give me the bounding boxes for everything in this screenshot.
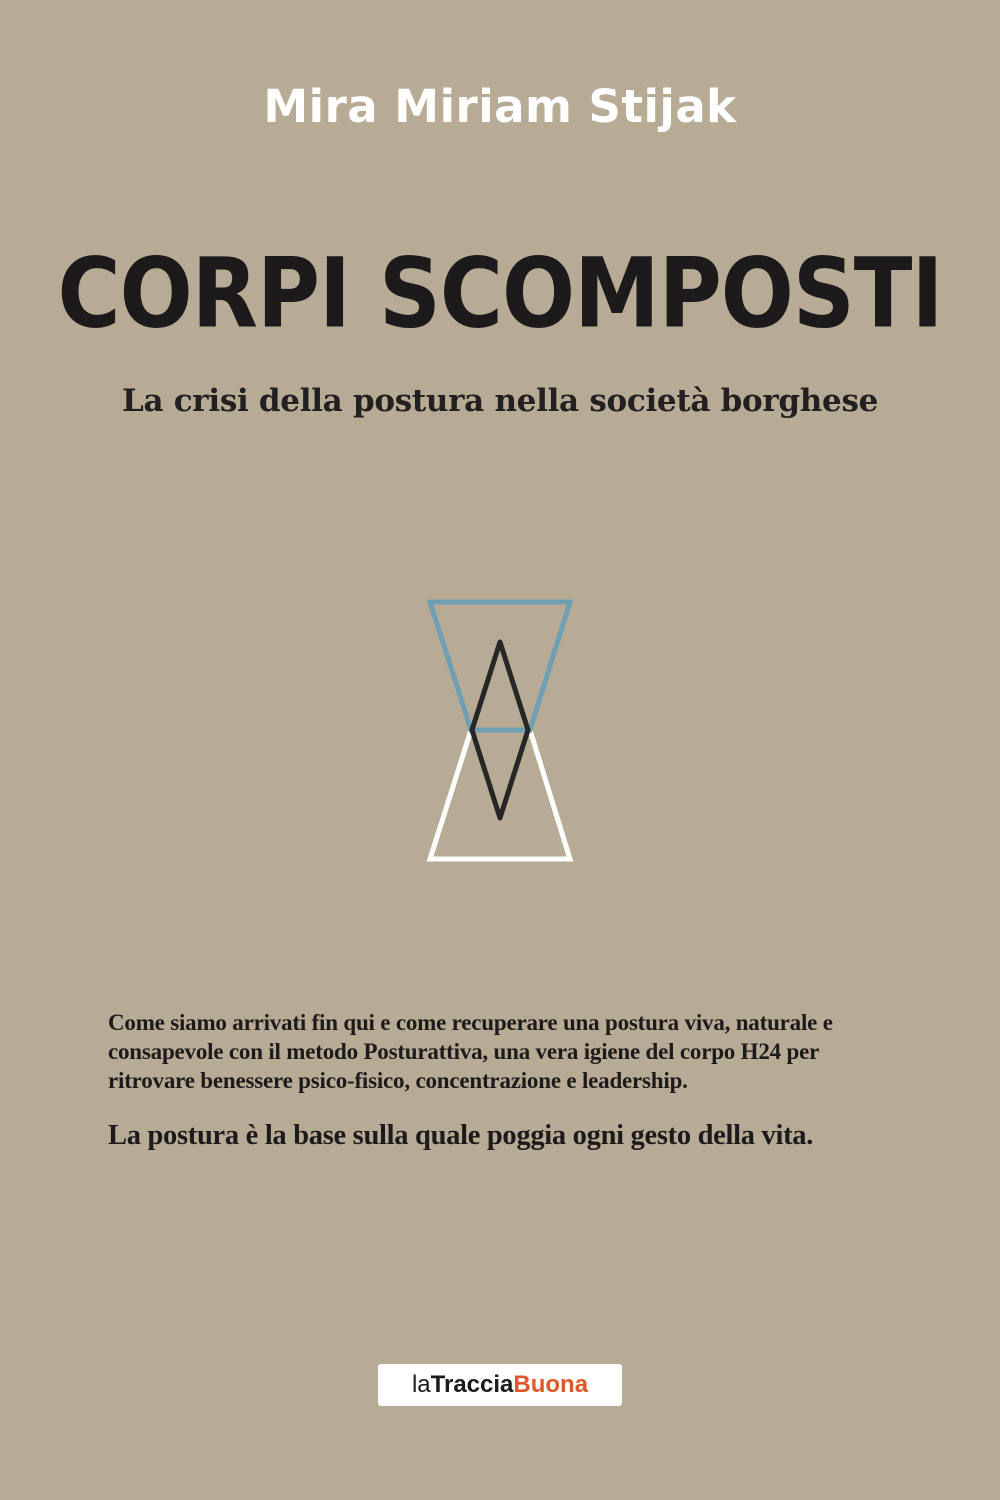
publisher-logo-la: la (411, 1371, 431, 1398)
cover-tagline: La postura è la base sulla quale poggia ogni gesto della vita. (108, 1120, 814, 1151)
cover-description: Come siamo arrivati fin qui e come recuperare una postura viva, naturale e consapevole con il metodo Posturattiva, una vera igiene del corpo H24 per ritrovare benessere psico-fisico, concentrazione e leadership. (108, 1010, 833, 1093)
blue-triangle-shape (430, 602, 570, 730)
author-name: Mira Miriam Stijak (263, 80, 737, 133)
book-subtitle: La crisi della postura nella società borghese (121, 383, 879, 419)
hourglass-triangles-icon (420, 590, 580, 870)
publisher-logo (378, 1364, 622, 1406)
publisher-logo-traccia: Traccia (430, 1371, 514, 1398)
book-title: CORPI SCOMPOSTI (57, 238, 943, 350)
white-triangle-shape (430, 730, 570, 859)
publisher-logo-buona: Buona (513, 1371, 589, 1398)
